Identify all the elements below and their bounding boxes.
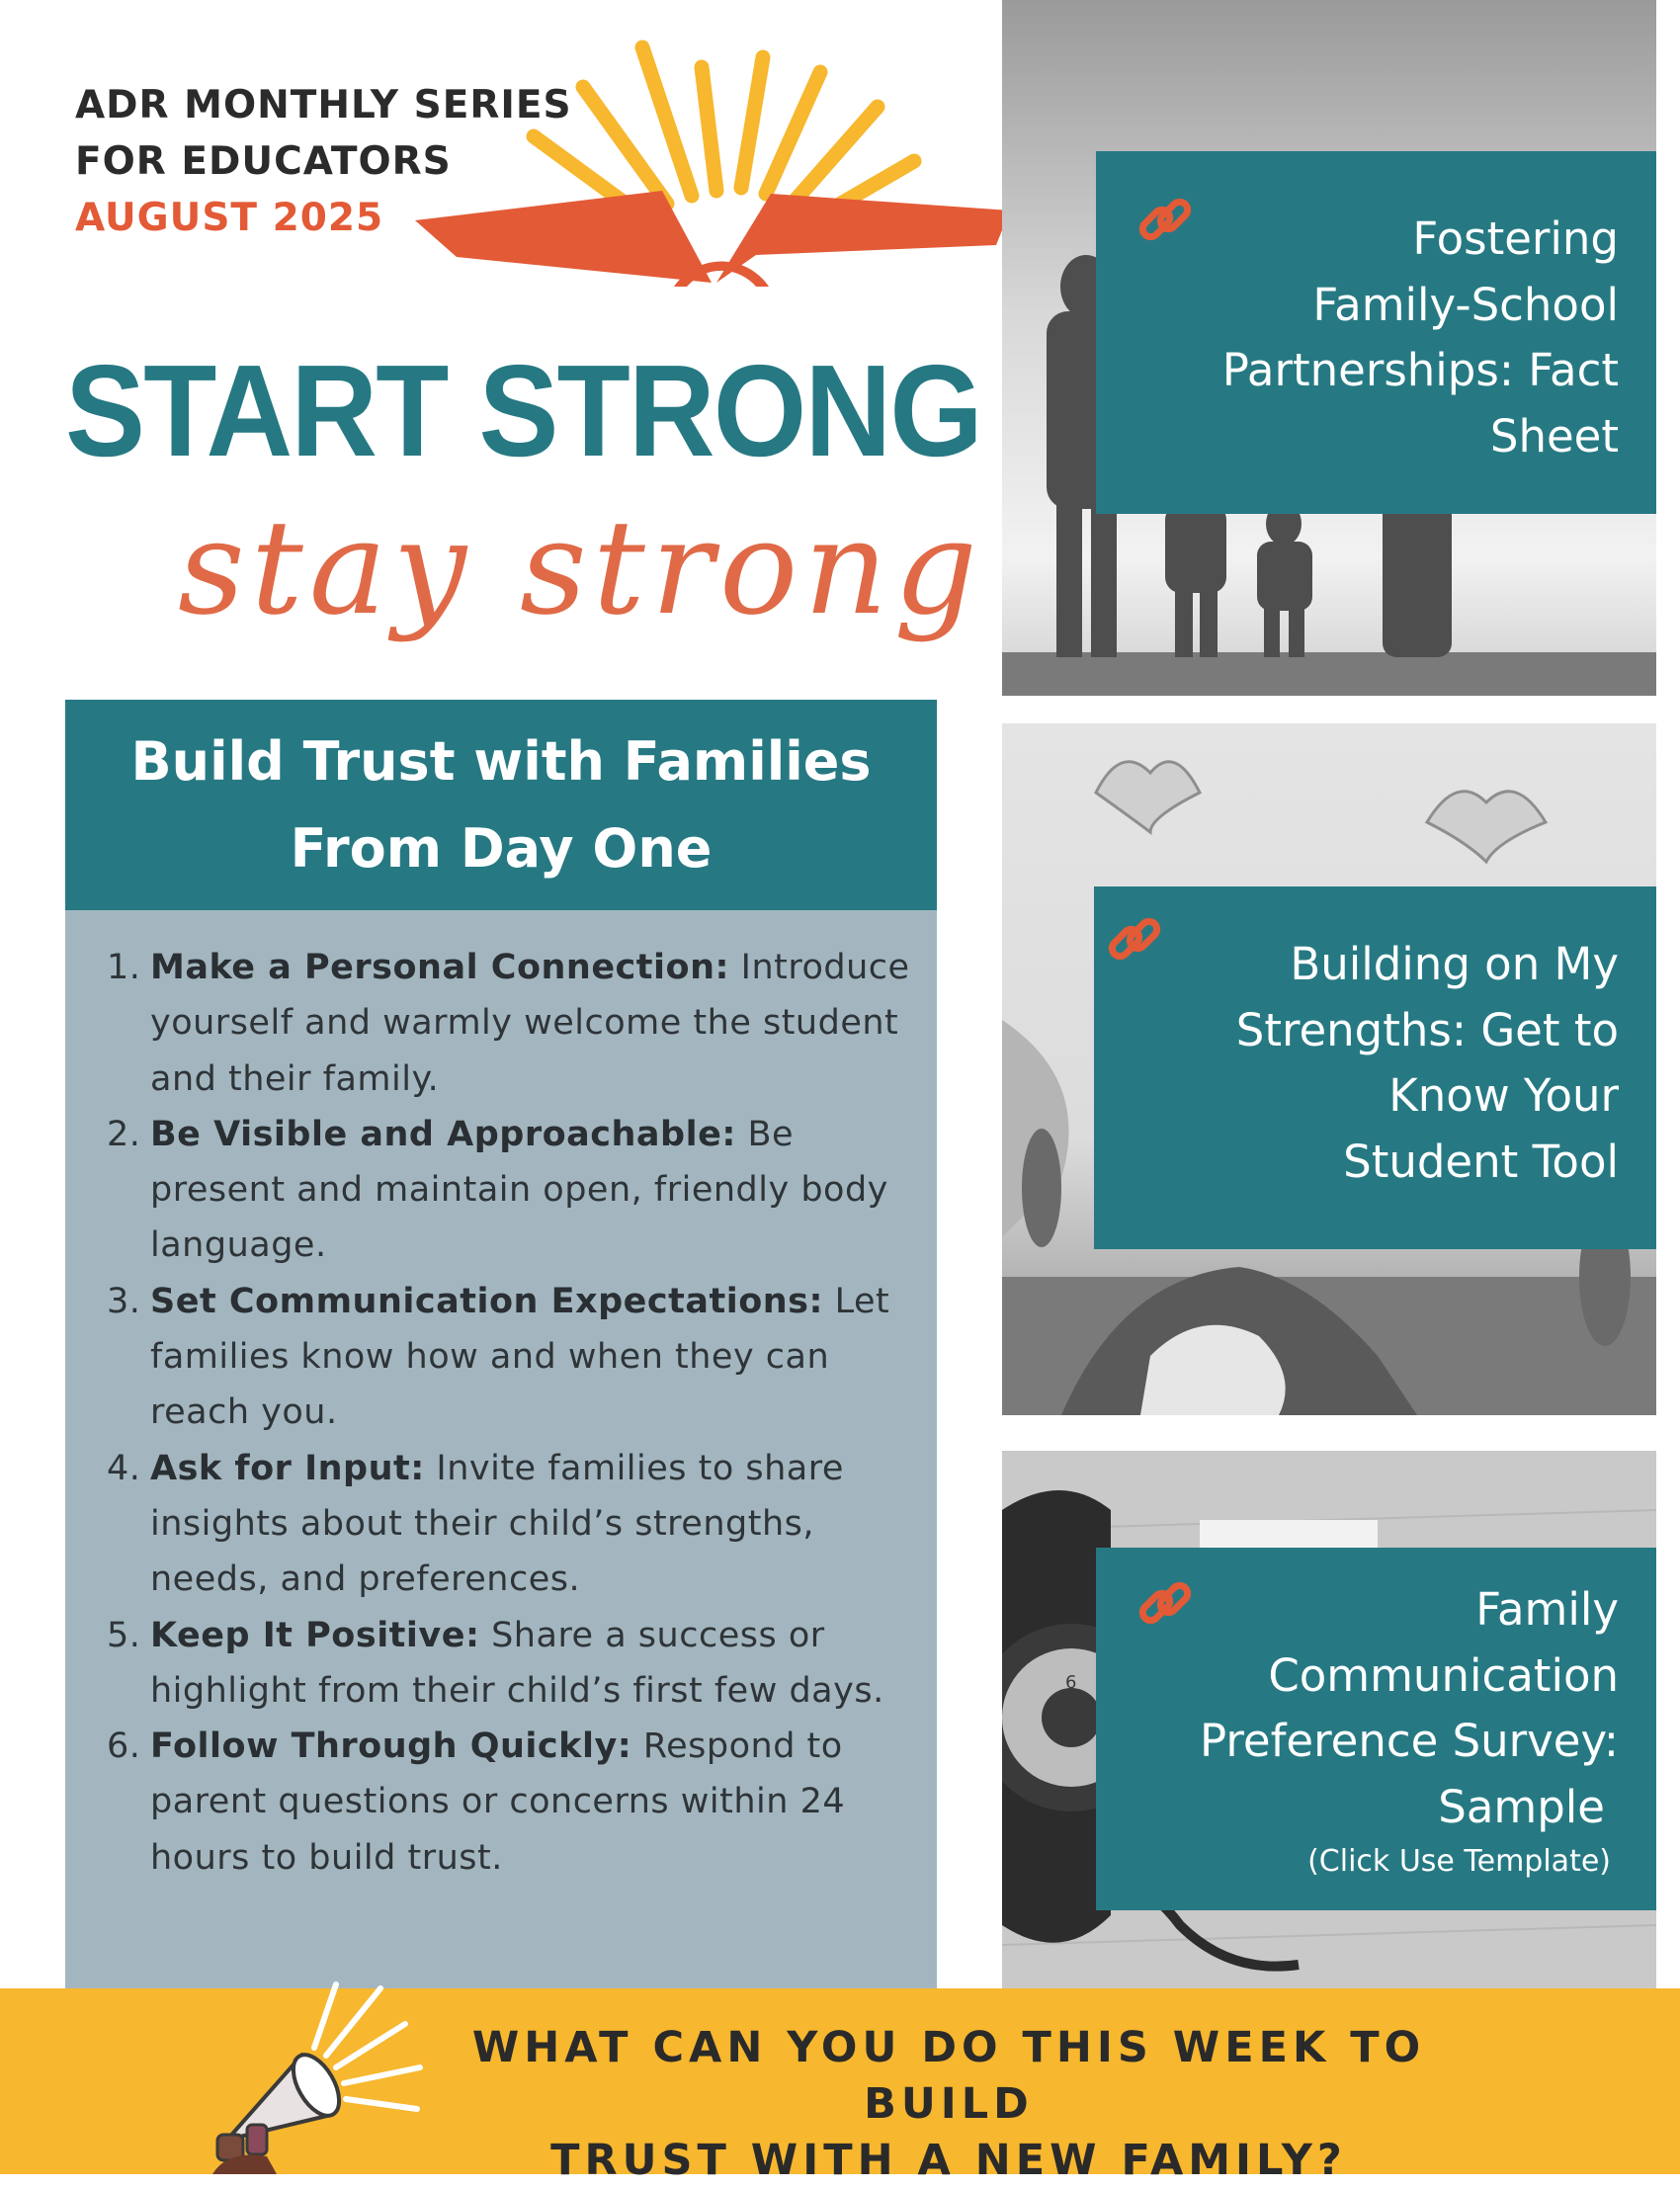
resource-1-line-2: Family-School: [1312, 278, 1619, 331]
step-title: Set Communication Expectations:: [150, 1281, 823, 1321]
footer-question: [415, 2020, 1482, 2189]
step-title: Keep It Positive:: [150, 1615, 480, 1655]
step-title: Be Visible and Approachable:: [150, 1114, 736, 1154]
title-start-strong: START STRONG: [65, 338, 981, 483]
series-month: AUGUST 2025: [75, 196, 384, 240]
footer-line-2: TRUST WITH A NEW FAMILY?: [550, 2136, 1347, 2185]
list-item: [65, 1274, 937, 1441]
list-item: [65, 1107, 937, 1274]
list-item: [65, 1719, 937, 1886]
series-line-2: FOR EDUCATORS: [75, 139, 452, 184]
resource-3-line-1: Family: [1475, 1583, 1619, 1636]
title-stay-strong: stay strong: [178, 492, 983, 644]
resource-3-line-3: Preference Survey:: [1200, 1715, 1619, 1767]
step-number: 3.: [107, 1281, 141, 1321]
link-icon[interactable]: [1134, 190, 1196, 251]
link-icon[interactable]: [1134, 1573, 1196, 1635]
resource-1-line-1: Fostering: [1412, 212, 1619, 265]
resource-2-line-4: Student Tool: [1343, 1135, 1619, 1188]
step-number: 6.: [107, 1726, 141, 1767]
svg-text:7: 7: [1067, 1712, 1079, 1732]
resource-3-note: (Click Use Template): [1307, 1844, 1611, 1879]
list-item: [65, 1441, 937, 1608]
resource-2-line-2: Strengths: Get to: [1235, 1003, 1619, 1056]
resource-1-line-4: Sheet: [1489, 409, 1619, 463]
card-body: [65, 910, 937, 1996]
card-heading: [65, 700, 937, 910]
card-heading-line-1: Build Trust with Families: [130, 729, 872, 793]
step-number: 1.: [107, 948, 141, 987]
step-number: 5.: [107, 1615, 141, 1655]
step-title: Make a Personal Connection:: [150, 948, 729, 987]
footer-line-1: WHAT CAN YOU DO THIS WEEK TO BUILD: [471, 2023, 1426, 2129]
step-text: Respond to parent questions or concerns within 24 hours to build trust.: [150, 1726, 846, 1878]
step-title: Ask for Input:: [150, 1448, 425, 1488]
card-heading-line-2: From Day One: [290, 816, 713, 880]
list-item: [65, 1608, 937, 1720]
list-item: [65, 940, 937, 1107]
step-text: Invite families to share insights about their child’s strengths, needs, and preferences.: [150, 1448, 844, 1600]
resource-2-line-1: Building on My: [1290, 938, 1619, 990]
step-title: Follow Through Quickly:: [150, 1726, 632, 1767]
resource-2-line-3: Know Your: [1388, 1069, 1619, 1122]
step-text: Introduce yourself and warmly welcome the student and their family.: [150, 948, 910, 1099]
svg-text:5: 5: [1073, 1633, 1085, 1653]
steps-list: [65, 910, 937, 1886]
step-number: 4.: [107, 1448, 141, 1488]
resource-3-line-4: Sample: [1438, 1780, 1605, 1833]
link-icon[interactable]: [1104, 909, 1165, 970]
resource-building-strengths-link[interactable]: [1094, 886, 1656, 1249]
step-text: Share a success or highlight from their child’s first few days.: [150, 1615, 884, 1711]
series-line-1: ADR MONTHLY SERIES: [75, 83, 572, 127]
sunrise-book-logo: [415, 28, 1028, 324]
step-number: 2.: [107, 1114, 141, 1154]
step-text: Let families know how and when they can reach you.: [150, 1281, 890, 1433]
svg-text:6: 6: [1065, 1672, 1077, 1693]
megaphone-icon: [208, 1977, 435, 2174]
step-text: Be present and maintain open, friendly body language.: [150, 1114, 888, 1266]
resource-3-line-2: Communication: [1268, 1648, 1619, 1702]
resource-1-line-3: Partnerships: Fact: [1221, 344, 1619, 396]
